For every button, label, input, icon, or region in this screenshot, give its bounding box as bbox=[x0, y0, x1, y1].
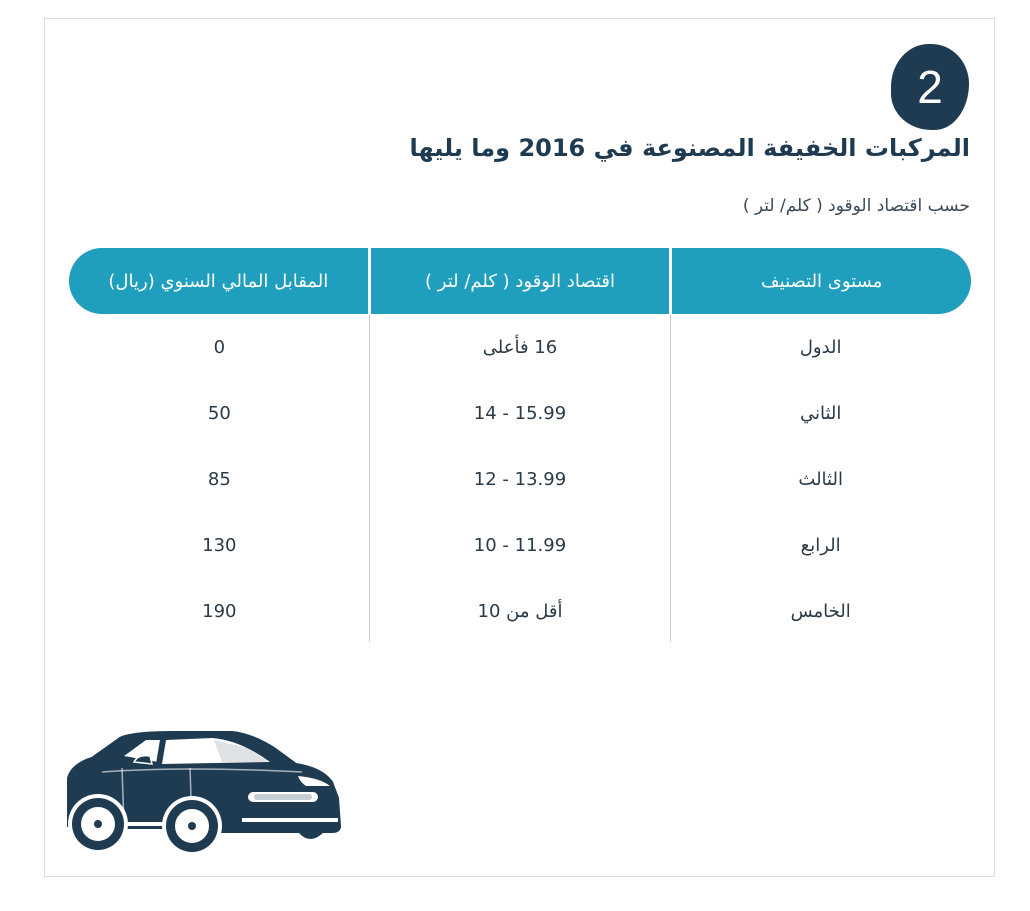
section-number-badge bbox=[891, 44, 969, 130]
cell-fuel-economy: 15.99 - 14 bbox=[473, 402, 567, 424]
header-fuel-economy: اقتصاد الوقود ( كلم/ لتر ) bbox=[371, 248, 673, 314]
cell-level: الرابع bbox=[800, 534, 841, 556]
cell-level: الثاني bbox=[799, 402, 842, 424]
cell-annual-fee: 0 bbox=[213, 336, 226, 358]
table-header bbox=[69, 248, 971, 314]
cell-annual-fee: 130 bbox=[202, 534, 237, 556]
cell-fuel-economy: 13.99 - 12 bbox=[473, 468, 567, 490]
section-number: 2 bbox=[917, 61, 943, 113]
cell-level: الخامس bbox=[790, 600, 851, 622]
column-divider bbox=[369, 314, 370, 642]
column-divider bbox=[670, 314, 671, 642]
fee-table bbox=[69, 248, 971, 644]
table-row bbox=[69, 380, 971, 446]
cell-fuel-economy: أقل من 10 bbox=[477, 600, 563, 622]
cell-fuel-economy: 16 فأعلى bbox=[482, 336, 558, 358]
cell-annual-fee: 85 bbox=[207, 468, 231, 490]
table-row bbox=[69, 446, 971, 512]
cell-fuel-economy: 11.99 - 10 bbox=[473, 534, 567, 556]
cell-level: الدول bbox=[799, 336, 842, 358]
table-row bbox=[69, 578, 971, 644]
cell-level: الثالث bbox=[798, 468, 843, 490]
car-icon bbox=[62, 728, 344, 856]
table-row bbox=[69, 512, 971, 578]
table-body bbox=[69, 314, 971, 644]
section-title: المركبات الخفيفة المصنوعة في 2016 وما يليها bbox=[409, 134, 970, 162]
cell-annual-fee: 50 bbox=[207, 402, 231, 424]
header-classification-level: مستوى التصنيف bbox=[761, 270, 883, 292]
header-annual-fee: المقابل المالي السنوي (ريال) bbox=[69, 248, 371, 314]
section-subtitle: حسب اقتصاد الوقود ( كلم/ لتر ) bbox=[742, 196, 970, 216]
table-row bbox=[69, 314, 971, 380]
cell-annual-fee: 190 bbox=[202, 600, 237, 622]
